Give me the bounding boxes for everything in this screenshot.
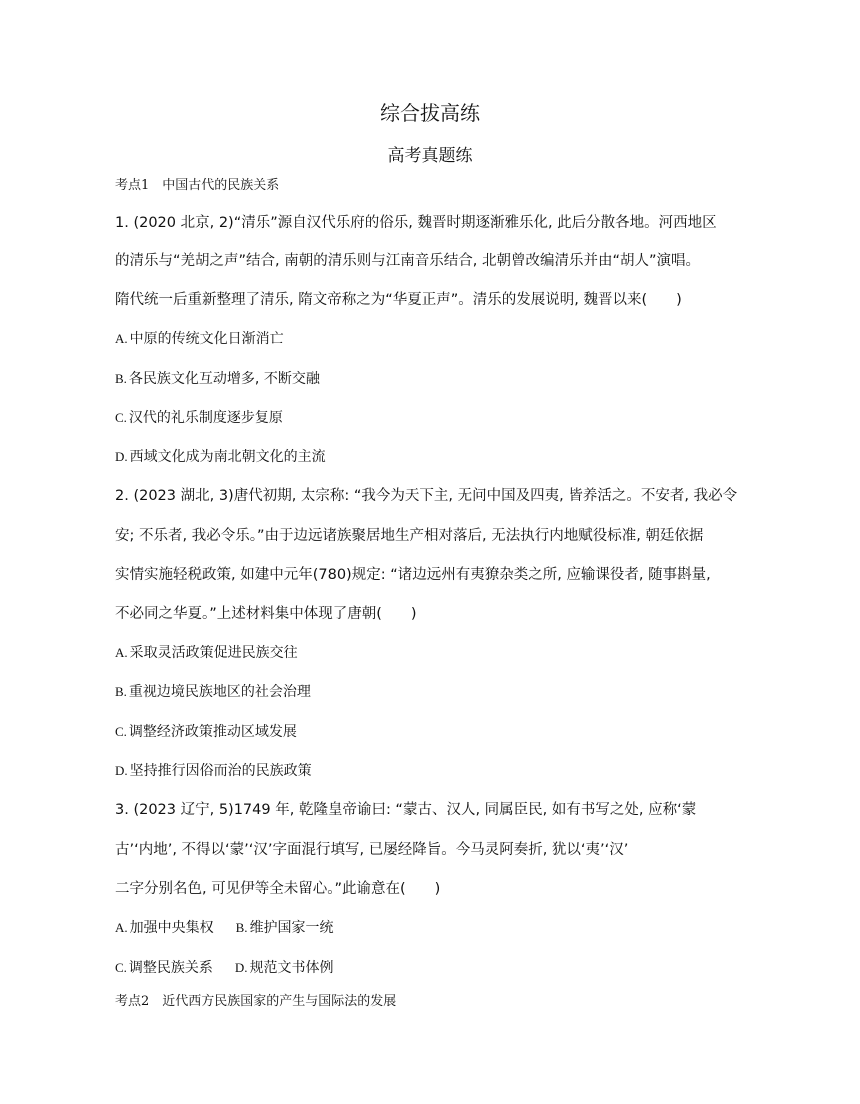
option-text: 维护国家一统 xyxy=(249,920,334,936)
q2-option-b xyxy=(115,682,755,702)
q2-stem-line-1: 2. (2023 湖北, 3)唐代初期, 太宗称: “我今为天下主, 无问中国及四夷, 皆养活之。不安者, 我必令 xyxy=(115,488,738,504)
option-label: A. xyxy=(115,920,128,935)
q2-option-d xyxy=(115,761,755,781)
option-label: D. xyxy=(234,960,248,975)
q2-stem-line-3: 实情实施轻税政策, 如建中元年(780)规定: “诸边远州有夷獠杂类之所, 应输课役者, 随事斟量, xyxy=(115,567,711,583)
option-label: C. xyxy=(115,410,127,425)
option-text: 西域文化成为南北朝文化的主流 xyxy=(129,449,326,465)
option-text: 中原的传统文化日渐消亡 xyxy=(129,331,284,347)
page-subtitle: 高考真题练 xyxy=(387,146,473,166)
q2-stem-line-2: 安; 不乐者, 我必令乐。”由于边远诸族聚居地生产相对落后, 无法执行内地赋役标准, 朝廷依据 xyxy=(115,528,704,544)
q1-stem-line-2: 的清乐与“羌胡之声”结合, 南朝的清乐则与江南音乐结合, 北朝曾改编清乐并由“胡人”演唱。 xyxy=(115,253,700,269)
option-text: 调整经济政策推动区域发展 xyxy=(128,724,297,740)
q2-option-c xyxy=(115,722,755,742)
option-label: C. xyxy=(115,724,127,739)
option-text: 规范文书体例 xyxy=(249,960,334,976)
q1-stem-line-3: 隋代统一后重新整理了清乐, 隋文帝称之为“华夏正声”。清乐的发展说明, 魏晋以来( ) xyxy=(115,292,682,308)
q3-options-row-1 xyxy=(115,918,755,938)
section-heading-1: 考点1 中国古代的民族关系 xyxy=(115,178,280,193)
option-label: A. xyxy=(115,331,128,346)
option-label: B. xyxy=(235,920,248,935)
option-text: 调整民族关系 xyxy=(128,960,213,976)
page-title: 综合拔高练 xyxy=(380,101,480,125)
q3-options-row-2 xyxy=(115,958,755,978)
option-text: 各民族文化互动增多, 不断交融 xyxy=(128,371,320,387)
q1-option-b xyxy=(115,369,755,389)
option-label: D. xyxy=(115,449,128,464)
option-label: A. xyxy=(115,645,128,660)
q1-option-d xyxy=(115,447,755,467)
option-text: 坚持推行因俗而治的民族政策 xyxy=(129,763,312,779)
q1-option-c xyxy=(115,408,755,428)
q3-stem-line-1: 3. (2023 辽宁, 5)1749 年, 乾隆皇帝谕曰: “蒙古、汉人, 同属臣民, 如有书写之处, 应称‘蒙 xyxy=(115,802,697,818)
q1-stem-line-1: 1. (2020 北京, 2)“清乐”源自汉代乐府的俗乐, 魏晋时期逐渐雅乐化, 此后分散各地。河西地区 xyxy=(115,215,717,231)
option-text: 重视边境民族地区的社会治理 xyxy=(128,684,311,700)
option-label: B. xyxy=(115,684,127,699)
q3-stem-line-2: 古’‘内地’, 不得以‘蒙’‘汉’字面混行填写, 已屡经降旨。今马灵阿奏折, 犹以‘夷’‘汉’ xyxy=(115,842,629,858)
option-label: D. xyxy=(115,763,128,778)
option-label: B. xyxy=(115,371,127,386)
option-text: 加强中央集权 xyxy=(129,920,214,936)
q2-stem-line-4: 不必同之华夏。”上述材料集中体现了唐朝( ) xyxy=(115,606,417,622)
q1-option-a xyxy=(115,329,755,349)
q2-option-a xyxy=(115,643,755,663)
option-text: 采取灵活政策促进民族交往 xyxy=(129,645,298,661)
option-label: C. xyxy=(115,960,127,975)
section-heading-2: 考点2 近代西方民族国家的产生与国际法的发展 xyxy=(115,994,397,1009)
q3-stem-line-3: 二字分别名色, 可见伊等全未留心。”此谕意在( ) xyxy=(115,881,441,897)
option-text: 汉代的礼乐制度逐步复原 xyxy=(128,410,283,426)
